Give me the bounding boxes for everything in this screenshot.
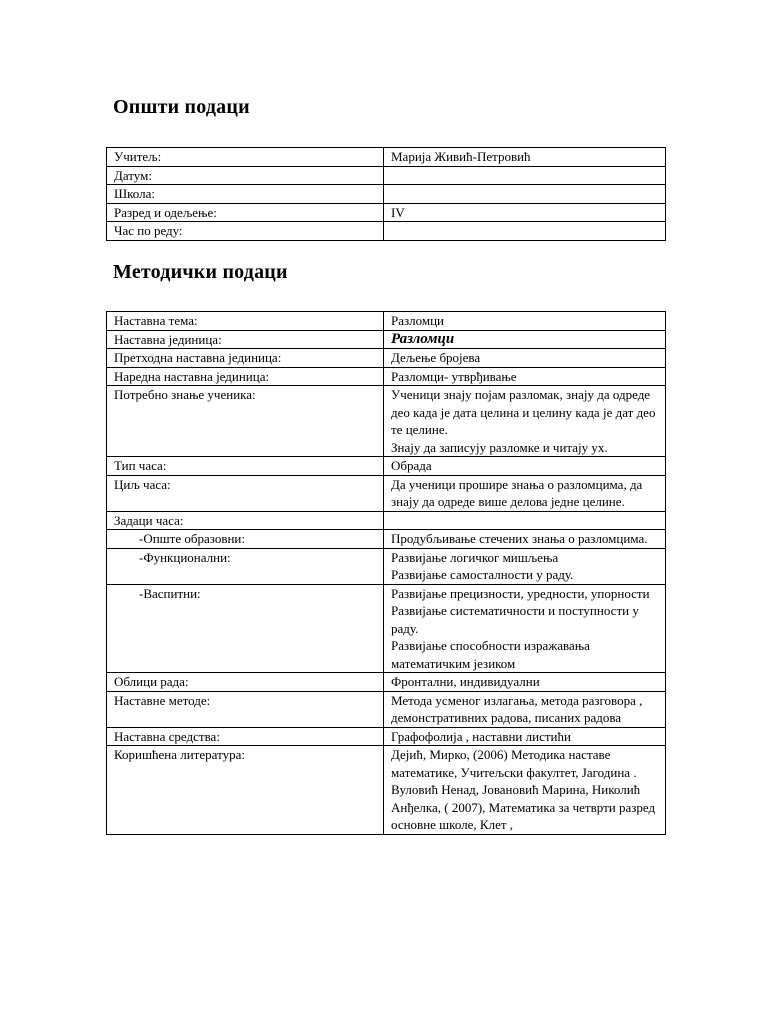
teacher-label: Учитељ: [107,148,384,167]
table-row [107,548,666,584]
table-row [107,727,666,746]
table-row [107,457,666,476]
work-forms-value: Фронтални, индивидуални [384,673,666,692]
table-row [107,673,666,692]
general-data-table [106,147,666,241]
methodical-data-table [106,311,666,835]
general-educational-value: Продубљивање стечених знања о разломцима. [384,530,666,549]
table-row [107,312,666,331]
teaching-methods-label: Наставне методе: [107,691,384,727]
previous-unit-value: Дељење бројева [384,349,666,368]
next-unit-value: Разломци- утврђивање [384,367,666,386]
teaching-unit-label: Наставна јединица: [107,330,384,349]
functional-label: -Функционални: [107,548,384,584]
teaching-methods-value: Метода усменог излагања, метода разговора , демонстративних радова, писаних радова [384,691,666,727]
teaching-aids-label: Наставна средства: [107,727,384,746]
lesson-type-value: Обрада [384,457,666,476]
teaching-unit-value: Разломци [384,330,666,349]
grade-label: Разред и одељење: [107,203,384,222]
table-row [107,386,666,457]
lesson-goal-value: Да ученици прошире знања о разломцима, да знају да одреде више делова једне целине. [384,475,666,511]
lesson-number-value [384,222,666,241]
date-value [384,166,666,185]
methodical-data-heading: Методички подаци [113,261,288,283]
table-row [107,166,666,185]
table-row [107,148,666,167]
table-row [107,185,666,204]
work-forms-label: Облици рада: [107,673,384,692]
table-row [107,584,666,673]
lesson-tasks-value [384,511,666,530]
required-knowledge-label: Потребно знање ученика: [107,386,384,457]
general-data-heading: Општи подаци [113,96,250,118]
table-row [107,511,666,530]
educational-upbringing-value: Развијање прецизности, уредности, упорности Развијање систематичности и поступности у раду. Развијање способности изражавања математичким језиком [384,584,666,673]
educational-upbringing-label: -Васпитни: [107,584,384,673]
table-row [107,222,666,241]
lesson-goal-label: Циљ часа: [107,475,384,511]
literature-label: Коришћена литература: [107,746,384,835]
table-row [107,367,666,386]
lesson-type-label: Тип часа: [107,457,384,476]
table-row [107,475,666,511]
literature-value: Дејић, Мирко, (2006) Методика наставе математике, Учитељски факултет, Јагодина . Вуловић Ненад, Јовановић Марина, Николић Анђелка, ( 2007), Математика за четврти разред основне школе, Клет , [384,746,666,835]
table-row [107,203,666,222]
teaching-topic-value: Разломци [384,312,666,331]
teaching-topic-label: Наставна тема: [107,312,384,331]
school-value [384,185,666,204]
school-label: Школа: [107,185,384,204]
table-row [107,330,666,349]
lesson-tasks-label: Задаци часа: [107,511,384,530]
required-knowledge-value: Ученици знају појам разломак, знају да одреде део када је дата целина и целину када је дат део те целине. Знају да записују разломке и читају ух. [384,386,666,457]
functional-value: Развијање логичког мишљења Развијање самосталности у раду. [384,548,666,584]
date-label: Датум: [107,166,384,185]
table-row [107,349,666,368]
general-educational-label: -Опште образовни: [107,530,384,549]
teacher-value: Марија Живић-Петровић [384,148,666,167]
table-row [107,746,666,835]
table-row [107,530,666,549]
previous-unit-label: Претходна наставна јединица: [107,349,384,368]
next-unit-label: Наредна наставна јединица: [107,367,384,386]
grade-value: IV [384,203,666,222]
table-row [107,691,666,727]
lesson-number-label: Час по реду: [107,222,384,241]
teaching-aids-value: Графофолија , наставни листићи [384,727,666,746]
